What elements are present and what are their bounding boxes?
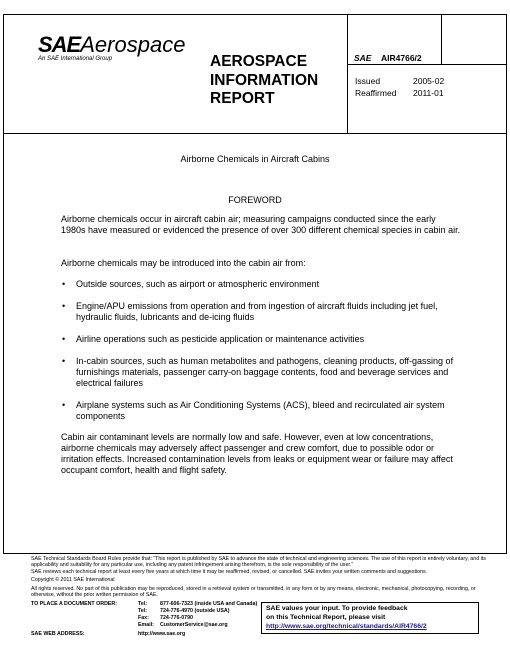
bullet-icon: • [62,279,66,289]
list-item: Engine/APU emissions from operation and from ingestion of aircraft fluids including jet fuel, hydraulic fluids, lubricants and de-icing fluids [76,301,438,322]
body-bottom-border [3,553,507,554]
reaffirmed-date: 2011-01 [413,88,444,98]
tel-label: Tel: [138,601,148,607]
page-right-border [506,14,507,553]
footer-rights: All rights reserved. No part of this publication may be reproduced, stored in a retrieval system or transmitted, in any form or by any means, electronic, mechanical, photocopying, recording, or otherwise, without the prior written permission of SAE. [31,586,476,599]
reaffirmed-label: Reaffirmed [355,88,397,98]
header-bottom-border [3,133,507,134]
contact-labels [138,601,154,629]
bullet-icon: • [62,334,66,344]
title-line: INFORMATION [210,71,319,89]
tel2-number: 724-776-4970 (outside USA) [160,608,230,614]
tel-number: 877-606-7323 (inside USA and Canada) [160,601,258,607]
feedback-link[interactable]: http://www.sae.org/technical/standards/AIR4766/2 [266,623,427,630]
bullet-icon: • [62,356,66,366]
logo-brand: SAE [38,32,81,57]
logo-tagline: An SAE International Group [38,56,113,62]
header-top-border [3,14,507,15]
bullet-icon: • [62,301,66,311]
issued-label: Issued [355,76,381,86]
title-line: REPORT [210,90,275,107]
order-label: TO PLACE A DOCUMENT ORDER: [31,601,118,607]
list-item: Airline operations such as pesticide application or maintenance activities [76,334,365,344]
email-label: Email: [138,622,154,628]
foreword-heading: FOREWORD [228,195,282,205]
document-number: AIR4766/2 [381,53,422,63]
paragraph: Airborne chemicals occur in aircraft cabin air; measuring campaigns conducted since the early 1980s have measured or evidenced the presence of over 300 different chemical species in cabin air. [61,214,461,235]
feedback-line: on this Technical Report, please visit [266,614,386,621]
report-type-title [210,53,318,109]
footer-rules: SAE Technical Standards Board Rules provide that: “This report is published by SAE to advance the state of technical and engineering sciences. The use of this report is entirely voluntary, and its applicability and suitability for any particular use, including any patent infringement arising therefrom, is the sole responsibility of the user.” [31,556,486,569]
web-label: SAE WEB ADDRESS: [31,631,85,637]
web-address[interactable]: http://www.sae.org [138,631,186,637]
feedback-line: SAE values your input. To provide feedback [266,605,408,612]
title-line: AEROSPACE [210,53,308,70]
issued-date: 2005-02 [413,76,445,86]
fax-number: 724-776-0790 [160,615,193,621]
email-address: CustomerService@sae.org [160,622,228,628]
contact-values [160,601,257,629]
footer-copyright: Copyright © 2011 SAE International [31,577,115,583]
doc-box-rule [347,64,506,65]
header-divider [347,14,348,133]
list-item: Outside sources, such as airport or atmospheric environment [76,279,320,289]
bullet-icon: • [62,400,66,410]
paragraph: Airborne chemicals may be introduced into the cabin air from: [61,258,306,268]
logo-product: Aerospace [80,32,186,57]
tel2-label: Tel: [138,608,148,614]
sae-mark: SAE [354,53,372,63]
doc-box-divider [441,14,442,65]
page-left-border [3,14,4,553]
fax-label: Fax: [138,615,149,621]
sae-aerospace-logo [38,34,185,56]
footer-review: SAE reviews each technical report at least every five years at which time it may be reaffirmed, revised, or cancelled. SAE invites your written comments and suggestions. [31,569,428,575]
document-subject: Airborne Chemicals in Aircraft Cabins [180,154,330,164]
list-item: In-cabin sources, such as human metabolites and pathogens, cleaning products, off-gassing of furnishings materials, passenger carry-on baggage contents, food and beverage services and electrical failures [76,356,454,388]
paragraph: Cabin air contaminant levels are normally low and safe. However, even at low concentrations, airborne chemicals may adversely affect passenger and crew comfort, due to possible odor or irritation effects. Increased contamination levels from leaks or equipment wear or failure may affect occupant comfort, health and flight safety. [61,432,453,475]
list-item: Airplane systems such as Air Conditioning Systems (ACS), bleed and recirculated air system components [76,400,445,421]
